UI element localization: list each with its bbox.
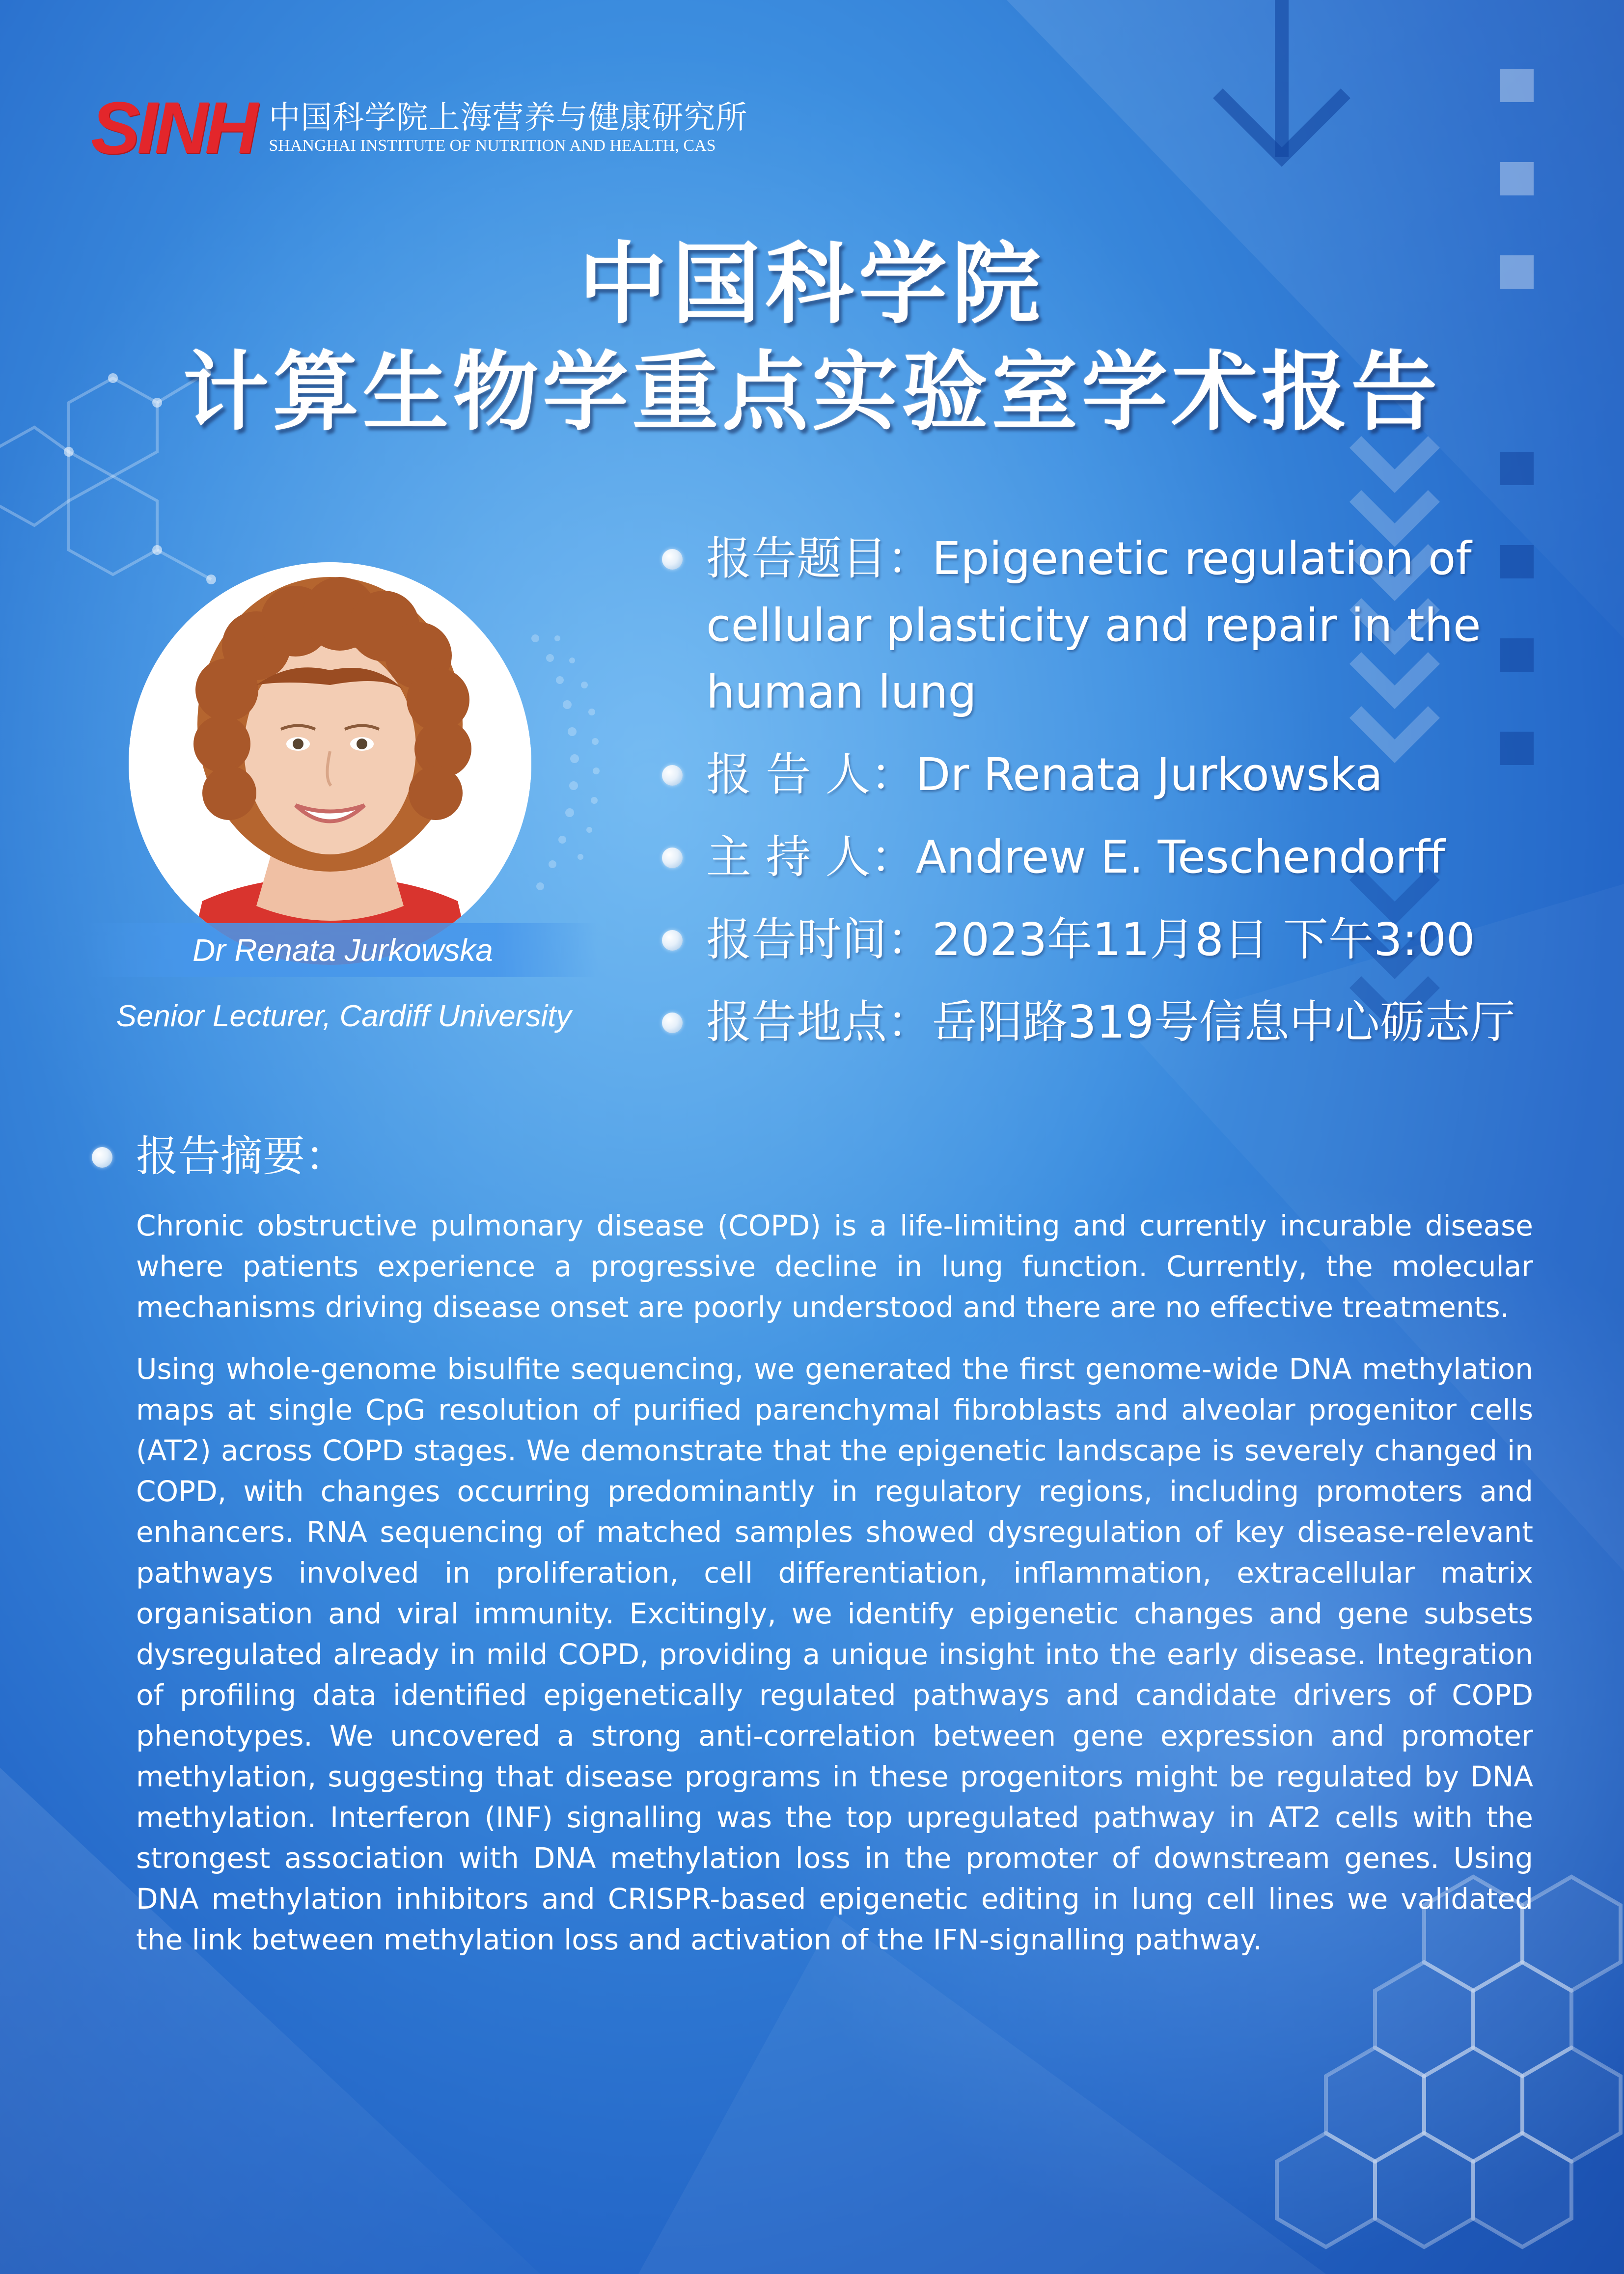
bullet-icon bbox=[662, 1013, 683, 1033]
abstract-heading bbox=[91, 1124, 347, 1188]
abstract-paragraph-1: Chronic obstructive pulmonary disease (COPD) is a life-limiting and currently incurable disease where patients experience a progressive decline in lung function. Currently, the molecular mechanisms driving disease onset are poorly understood and there are no effective treatments. bbox=[136, 1209, 1533, 1324]
info-time-text: 报告时间：2023年11月8日 下午3:00 bbox=[706, 913, 1475, 966]
info-host-text: 主 持 人：Andrew E. Teschendorff bbox=[706, 831, 1445, 883]
org-name-cn: 中国科学院上海营养与健康研究所 bbox=[269, 100, 748, 136]
logo-text bbox=[269, 100, 747, 156]
info-topic-text: 报告题目：Epigenetic regulation of cellular plasticity and repair in the human lung bbox=[706, 532, 1481, 718]
institute-logo bbox=[91, 86, 748, 169]
info-location-text: 报告地点：岳阳路319号信息中心砺志厅 bbox=[706, 996, 1515, 1048]
abstract-paragraph-2: Using whole-genome bisulfite sequencing, we generated the first genome-wide DNA methylation maps at single CpG resolution of purified parenchymal fibroblasts and alveolar progenitor cells (AT2) across COPD stages. We demonstrate that the epigenetic landscape is severely changed in COPD, with changes occurring predominantly in regulatory regions, including promoters and enhancers. RNA sequencing of matched samples showed dysregulation of key disease-relevant pathways involved in proliferation, cell differentiation, inflammation, extracellular matrix organisation and viral immunity. Excitingly, we identify epigenetic changes and gene subsets dysregulated already in mild COPD, providing a unique insight into the early disease. Integration of profiling data identified epigenetically regulated pathways and candidate drivers of COPD phenotypes. We uncovered a strong anti-correlation between gene expression and promoter methylation, suggesting that disease programs in these progenitors might be regulated by DNA methylation. Interferon (INF) signalling was the top upregulated pathway in AT2 cells with the strongest association with DNA methylation loss in the promoter of downstream genes. Using DNA methylation inhibitors and CRISPR-based epigenetic editing in lung cell lines we validated the link between methylation loss and activation of the IFN-signalling pathway. bbox=[136, 1352, 1533, 1956]
logo-mark: SINH bbox=[91, 86, 255, 169]
page-title-line1: 中国科学院 bbox=[578, 233, 1046, 336]
speaker-affiliation: Senior Lecturer, Cardiff University bbox=[116, 999, 572, 1033]
info-host bbox=[658, 824, 1552, 891]
info-time bbox=[658, 906, 1552, 973]
info-location bbox=[658, 989, 1552, 1056]
bullet-icon bbox=[662, 549, 683, 570]
bullet-icon bbox=[662, 848, 683, 868]
bullet-icon bbox=[92, 1147, 112, 1168]
info-topic bbox=[658, 525, 1552, 726]
org-name-en: SHANGHAI INSTITUTE OF NUTRITION AND HEALTH, CAS bbox=[269, 137, 716, 155]
speaker-name-label: Dr Renata Jurkowska bbox=[87, 923, 598, 977]
info-reporter-text: 报 告 人：Dr Renata Jurkowska bbox=[706, 748, 1383, 801]
bullet-icon bbox=[662, 765, 683, 786]
speaker-photo-icon bbox=[129, 562, 531, 965]
speaker-portrait bbox=[129, 562, 531, 965]
page-title-line2: 计算生物学重点实验室学术报告 bbox=[183, 343, 1441, 442]
info-reporter bbox=[658, 741, 1552, 808]
bullet-icon bbox=[662, 930, 683, 951]
talk-info-list bbox=[658, 525, 1552, 1071]
abstract-heading-text: 报告摘要： bbox=[136, 1132, 347, 1181]
